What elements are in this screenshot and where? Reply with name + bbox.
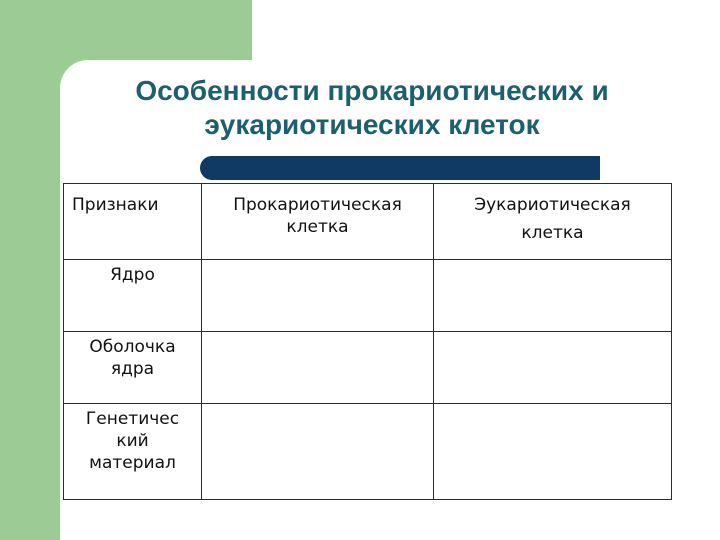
- row-label-nucleus: [64, 260, 202, 332]
- table-row: [64, 332, 672, 404]
- top-accent-block: [60, 0, 252, 60]
- row-label-line3: материал: [89, 453, 176, 473]
- row-label-line2: ядра: [110, 359, 155, 379]
- slide-title: [70, 74, 674, 142]
- comparison-table: [63, 183, 672, 500]
- row-label-nuclear-envelope: [64, 332, 202, 404]
- table-cell-empty: [434, 404, 672, 500]
- table-cell-empty: [434, 260, 672, 332]
- row-label-genetic-material: [64, 404, 202, 500]
- header-prokaryotic-line2: клетка: [286, 217, 349, 237]
- divider-bar: [212, 156, 600, 180]
- table-cell-empty: [202, 404, 434, 500]
- header-eukaryotic-line1: Эукариотическая: [474, 195, 631, 215]
- header-features-label: Признаки: [72, 195, 159, 215]
- row-label-line1: Оболочка: [89, 337, 176, 357]
- row-label-line1: Ядро: [110, 265, 155, 285]
- table-cell-empty: [434, 332, 672, 404]
- header-cell-features: [64, 184, 202, 260]
- header-prokaryotic-line1: Прокариотическая: [233, 195, 402, 215]
- title-line-1: Особенности прокариотических и: [135, 75, 609, 106]
- row-label-line1: Генетичес: [85, 409, 180, 429]
- row-label-line2: кий: [116, 431, 149, 451]
- header-cell-prokaryotic: [202, 184, 434, 260]
- header-cell-eukaryotic: [434, 184, 672, 260]
- header-eukaryotic-line2: клетка: [521, 223, 584, 243]
- table-row: [64, 260, 672, 332]
- title-line-2: эукариотических клеток: [204, 109, 540, 140]
- table-cell-empty: [202, 332, 434, 404]
- table-row: [64, 404, 672, 500]
- table-header-row: [64, 184, 672, 260]
- table-cell-empty: [202, 260, 434, 332]
- left-accent-strip: [0, 0, 60, 540]
